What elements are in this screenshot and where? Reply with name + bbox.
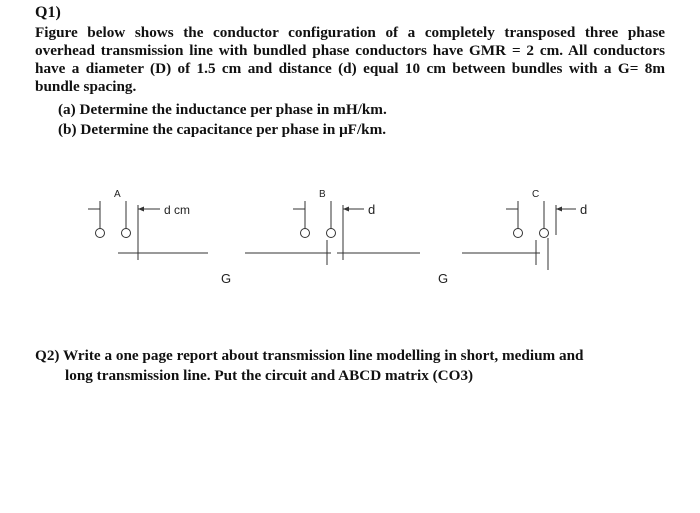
q1-part-b: (b) Determine the capacitance per phase in μF/km. <box>58 121 387 138</box>
conductor-b2 <box>327 229 336 238</box>
conductor-c1 <box>514 229 523 238</box>
conductor-a1 <box>96 229 105 238</box>
gap-label-g1: G <box>221 271 232 286</box>
spacing-label-b: d <box>368 202 376 217</box>
phase-label-a: A <box>114 189 121 200</box>
q2-line-2: long transmission line. Put the circuit and ABCD matrix (CO3) <box>65 367 474 384</box>
q2-text <box>35 346 670 386</box>
conductor-b1 <box>301 229 310 238</box>
conductor-c2 <box>540 229 549 238</box>
q1-body-text: Figure below shows the conductor configuration of a completely transposed three phase overhead transmission line with bundled phase conductors have GMR = 2 cm. All conductors have a diameter (D) of 1.5 cm and distance (d) equal 10 cm between bundles with a G= 8m bundle spacing. <box>35 24 665 95</box>
q1-part-a: (a) Determine the inductance per phase in mH/km. <box>58 101 387 118</box>
q1-title: Q1) <box>35 4 61 21</box>
gap-label-g2: G <box>438 271 449 286</box>
q2-line-1: Q2) Write a one page report about transmission line modelling in short, medium and <box>35 347 584 364</box>
conductor-configuration-figure <box>0 180 700 290</box>
phase-label-b: B <box>319 189 326 200</box>
conductor-a2 <box>122 229 131 238</box>
spacing-label-a: d cm <box>164 203 191 217</box>
phase-c-bundle <box>506 201 576 270</box>
phase-b-bundle <box>293 201 420 260</box>
phase-label-c: C <box>532 189 540 200</box>
spacing-label-c: d <box>580 202 588 217</box>
